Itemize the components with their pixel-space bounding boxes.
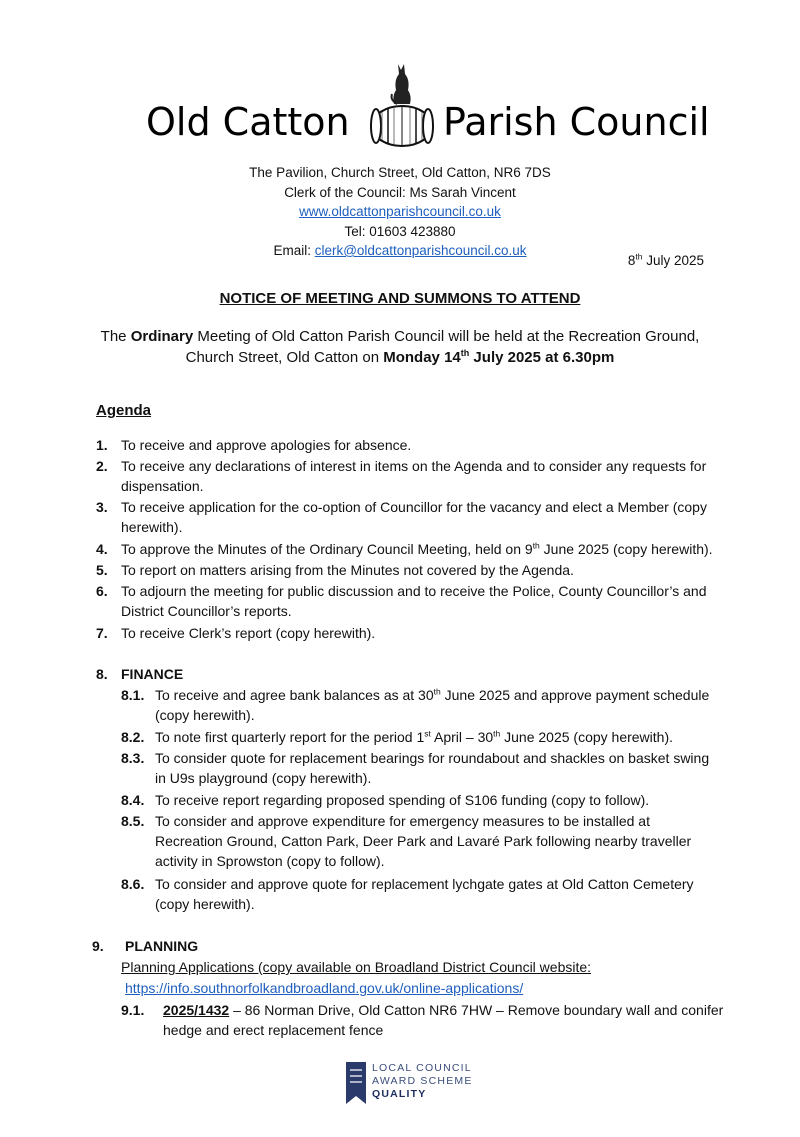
agenda-item: To receive Clerk’s report (copy herewith). xyxy=(121,625,376,641)
agenda-item: To receive application for the co-option of Councillor for the vacancy and elect a Member (copy herewith). xyxy=(121,499,707,535)
item-number: 1. xyxy=(96,437,108,453)
item-number: 7. xyxy=(96,625,108,641)
award-scheme-logo xyxy=(344,1060,494,1110)
item-number: 6. xyxy=(96,583,108,599)
sub-item-number: 8.4. xyxy=(121,792,145,808)
agenda-item: To receive any declarations of interest in items on the Agenda and to consider any requests for dispensation. xyxy=(121,458,707,494)
planning-apps-link[interactable]: https://info.southnorfolkandbroadland.gov.uk/online-applications/ xyxy=(125,980,524,996)
item-number: 3. xyxy=(96,499,108,515)
sub-item: To consider quote for replacement bearings for roundabout and shackles on basket swing in U9s playground (copy herewith). xyxy=(155,750,710,786)
planning-apps-label: Planning Applications (copy available on Broadland District Council website: xyxy=(121,959,592,975)
sub-item-number: 8.1. xyxy=(121,687,145,703)
title-right: Parish Council xyxy=(443,100,710,144)
tel-line: Tel: 01603 423880 xyxy=(344,223,456,239)
item-number: 2. xyxy=(96,458,108,474)
letter-date: 8th July 2025 xyxy=(627,251,704,268)
item-number: 8. xyxy=(96,666,108,682)
item-number: 4. xyxy=(96,541,108,557)
sub-item: To note first quarterly report for the period 1st April – 30th June 2025 (copy herewith). xyxy=(155,728,673,745)
address-line: The Pavilion, Church Street, Old Catton, NR6 7DS xyxy=(249,165,551,180)
agenda-item: To approve the Minutes of the Ordinary Council Meeting, held on 9th June 2025 (copy herewith). xyxy=(121,540,713,557)
sub-item: To receive report regarding proposed spending of S106 funding (copy to follow). xyxy=(155,792,650,808)
award-line-3: QUALITY xyxy=(372,1088,427,1100)
sub-item-number: 8.5. xyxy=(121,813,145,829)
website-link[interactable]: www.oldcattonparishcouncil.co.uk xyxy=(299,204,501,219)
sub-item: To receive and agree bank balances as at 30th June 2025 and approve payment schedule (copy herewith). xyxy=(155,686,710,723)
award-ribbon-icon xyxy=(344,1060,368,1106)
award-line-1: LOCAL COUNCIL xyxy=(372,1062,472,1074)
meeting-intro: The Ordinary Meeting of Old Catton Parish Council will be held at the Recreation Ground, Church Street, Old Catton on Monday 14th July 2025 at 6.30pm xyxy=(100,328,700,366)
title-left: Old Catton xyxy=(146,100,350,144)
sub-item-number: 9.1. xyxy=(121,1002,145,1018)
notice-title: NOTICE OF MEETING AND SUMMONS TO ATTEND xyxy=(219,290,581,307)
planning-application: 2025/1432 – 86 Norman Drive, Old Catton NR6 7HW – Remove boundary wall and conifer hedge and erect replacement fence xyxy=(163,1002,724,1038)
agenda-item: To report on matters arising from the Minutes not covered by the Agenda. xyxy=(121,562,574,578)
agenda-item: To receive and approve apologies for absence. xyxy=(121,437,412,453)
finance-heading: FINANCE xyxy=(121,666,184,682)
sub-item-number: 8.6. xyxy=(121,876,145,892)
sub-item-number: 8.3. xyxy=(121,750,145,766)
sub-item-number: 8.2. xyxy=(121,729,145,745)
item-number: 5. xyxy=(96,562,108,578)
item-number: 9. xyxy=(92,938,104,954)
email-label: Email: xyxy=(273,243,315,258)
clerk-line: Clerk of the Council: Ms Sarah Vincent xyxy=(284,184,516,200)
email-link[interactable]: clerk@oldcattonparishcouncil.co.uk xyxy=(314,243,527,258)
agenda-item: To adjourn the meeting for public discussion and to receive the Police, County Councillor’s and District Councillor’s reports. xyxy=(121,583,707,619)
award-line-2: AWARD SCHEME xyxy=(372,1075,473,1087)
agenda-heading: Agenda xyxy=(96,402,152,419)
sub-item: To consider and approve quote for replacement lychgate gates at Old Catton Cemetery (copy herewith). xyxy=(155,876,694,912)
sub-item: To consider and approve expenditure for emergency measures to be installed at Recreation Ground, Catton Park, Deer Park and Lavaré Park following nearby traveller activity in Sprowston (copy to follow). xyxy=(155,813,692,869)
planning-heading: PLANNING xyxy=(125,938,199,954)
